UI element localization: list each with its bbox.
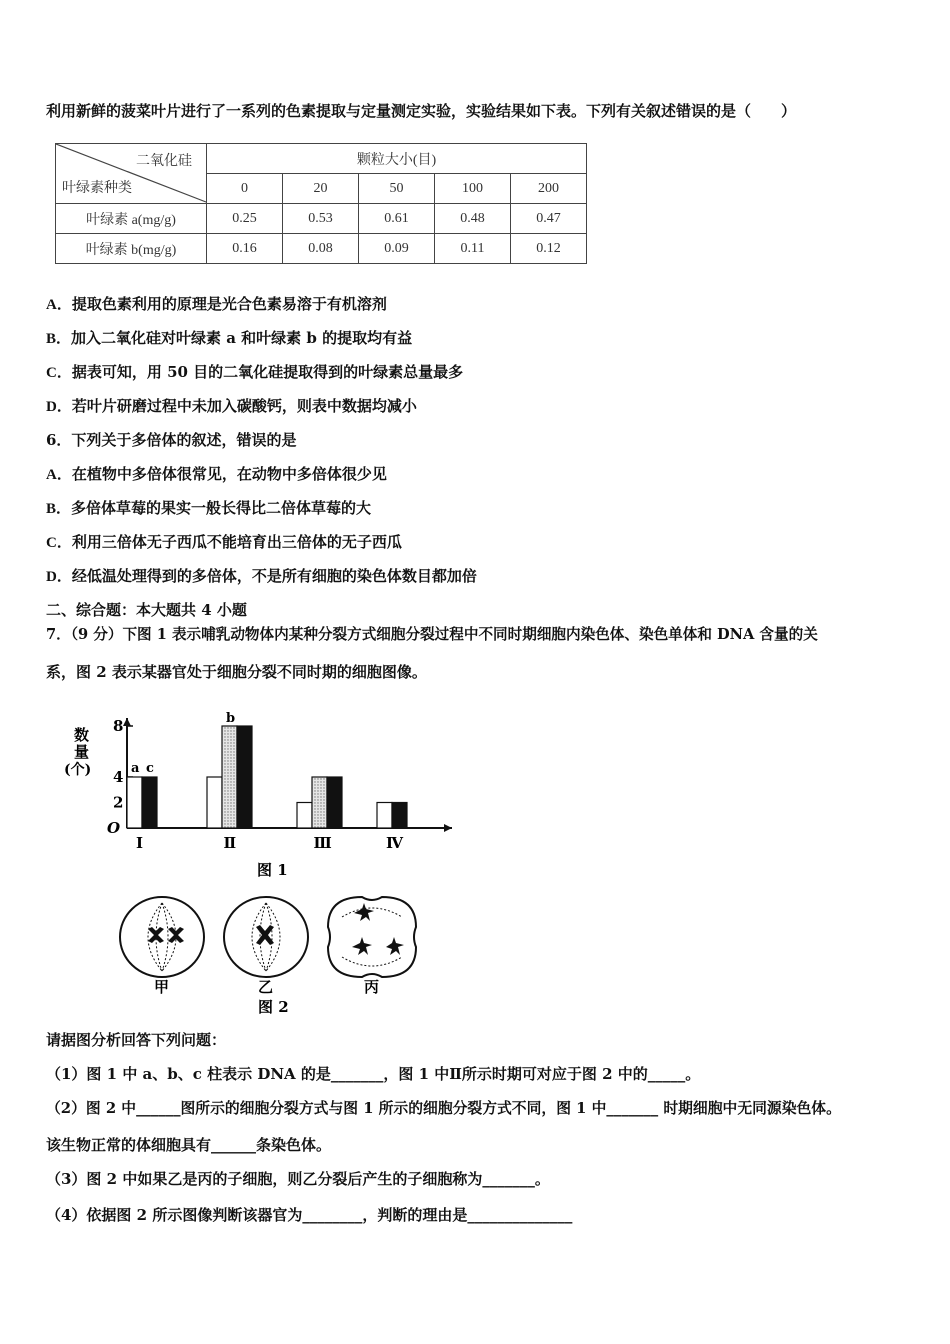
- cell-label: 丙: [364, 978, 380, 996]
- option-letter: C．: [46, 365, 72, 381]
- table-cell: 0.53: [283, 204, 359, 234]
- q5-option-c[interactable]: [46, 362, 463, 383]
- option-letter: A．: [46, 467, 72, 483]
- bar-a: [377, 803, 392, 829]
- table-cell: 0.48: [435, 204, 511, 234]
- cell-label: 甲: [154, 978, 170, 996]
- table-cell: 0.47: [511, 204, 587, 234]
- chart-plot: [107, 711, 452, 879]
- q6-option-c[interactable]: [46, 532, 402, 553]
- y-axis-arrow: [123, 718, 131, 726]
- table-cell: 0.08: [283, 234, 359, 264]
- sub-question-1: （1）图 1 中 a、b、c 柱表示 DNA 的是_______，图 1 中Ⅱ所示时期可对应于图 2 中的_____。: [46, 1065, 701, 1083]
- option-text: 提取色素利用的原理是光合色素易溶于有机溶剂: [71, 295, 387, 313]
- x-axis-arrow: [444, 824, 452, 832]
- option-letter: A．: [46, 297, 72, 313]
- y-tick-label: O: [107, 819, 121, 837]
- q7-stem-line1: 7．（9 分）下图 1 表示哺乳动物体内某种分裂方式细胞分裂过程中不同时期细胞内染色体、染色单体和 DNA 含量的关: [46, 626, 818, 643]
- x-tick-label: Ⅰ: [136, 834, 144, 852]
- option-letter: B．: [46, 331, 72, 347]
- table-cell: 0.09: [359, 234, 435, 264]
- bar-c: [142, 777, 157, 828]
- q6-option-d[interactable]: [46, 566, 477, 587]
- option-text: 多倍体草莓的果实一般长得比二倍体草莓的大: [71, 499, 372, 517]
- option-text: 加入二氧化硅对叶绿素 a 和叶绿素 b 的提取均有益: [71, 329, 413, 347]
- bar-label-a: a: [131, 761, 140, 776]
- bar-label-b: b: [226, 711, 236, 726]
- size-col: 100: [435, 174, 511, 204]
- corner-bottom-label: 叶绿素种类: [62, 181, 132, 196]
- row-label: 叶绿素 a(mg/g): [56, 204, 207, 234]
- y-tick-label: 2: [113, 793, 124, 812]
- table-cell: 0.12: [511, 234, 587, 264]
- option-letter: D．: [46, 569, 72, 585]
- bar-c: [327, 777, 342, 828]
- sub-question-2: （2）图 2 中______图所示的细胞分裂方式与图 1 所示的细胞分裂方式不同，图 1 中_______ 时期细胞中无同源染色体。: [46, 1100, 841, 1117]
- bar-c: [392, 803, 407, 829]
- y-tick-label: 4: [113, 768, 124, 786]
- option-text: 据表可知，用 50 目的二氧化硅提取得到的叶绿素总量最多: [71, 363, 464, 381]
- option-text: 若叶片研磨过程中未加入碳酸钙，则表中数据均减小: [71, 397, 417, 415]
- ylabel-line1: 数: [74, 726, 90, 744]
- table-cell: 0.61: [359, 204, 435, 234]
- option-letter: D．: [46, 399, 72, 415]
- figure-area: [62, 700, 462, 1020]
- q6-option-a[interactable]: [46, 464, 387, 485]
- q5-option-b[interactable]: [46, 328, 412, 349]
- cell-jia: [120, 897, 204, 977]
- size-col: 200: [511, 174, 587, 204]
- prompt-text: 请据图分析回答下列问题：: [46, 1031, 227, 1049]
- y-tick-label: 8: [113, 717, 124, 735]
- q6-stem: 6．下列关于多倍体的叙述，错误的是: [46, 431, 297, 449]
- q7-stem-line2: 系，图 2 表示某器官处于细胞分裂不同时期的细胞图像。: [46, 663, 427, 681]
- q6-option-b[interactable]: [46, 498, 371, 519]
- table-cell: 0.11: [435, 234, 511, 264]
- x-tick-label: Ⅳ: [386, 834, 404, 852]
- fig2-caption: 图 2: [258, 998, 289, 1016]
- option-letter: C．: [46, 535, 72, 551]
- bar-c: [237, 726, 252, 828]
- bar-label-c: c: [146, 761, 154, 776]
- size-header: 颗粒大小(目): [207, 144, 587, 174]
- chart-title: 图 1: [257, 861, 288, 879]
- table-cell: 0.16: [207, 234, 283, 264]
- q5-stem: 利用新鲜的菠菜叶片进行了一系列的色素提取与定量测定实验，实验结果如下表。下列有关叙述错误的是（ ）: [46, 102, 797, 120]
- bar-a: [207, 777, 222, 828]
- ylabel-line2: 量: [74, 743, 90, 761]
- option-text: 在植物中多倍体很常见，在动物中多倍体很少见: [71, 465, 387, 483]
- sub-question-2-cont: 该生物正常的体细胞具有______条染色体。: [46, 1136, 332, 1154]
- size-col: 50: [359, 174, 435, 204]
- cell-label: 乙: [258, 978, 274, 996]
- section-heading: 二、综合题：本大题共 4 小题: [46, 601, 247, 619]
- pigment-table: [55, 143, 587, 264]
- sub-question-4: （4）依据图 2 所示图像判断该器官为________，判断的理由是______________: [46, 1206, 573, 1224]
- x-tick-label: Ⅲ: [313, 834, 332, 852]
- size-col: 0: [207, 174, 283, 204]
- q5-option-d[interactable]: [46, 396, 417, 417]
- bar-b: [222, 726, 237, 828]
- cell-bing: [328, 897, 416, 977]
- q5-option-a[interactable]: [46, 294, 387, 315]
- row-label: 叶绿素 b(mg/g): [56, 234, 207, 264]
- x-tick-label: Ⅱ: [223, 834, 237, 852]
- table-row: [56, 234, 587, 264]
- option-text: 经低温处理得到的多倍体，不是所有细胞的染色体数目都加倍: [71, 567, 477, 585]
- table-cell: 0.25: [207, 204, 283, 234]
- size-col: 20: [283, 174, 359, 204]
- option-text: 利用三倍体无子西瓜不能培育出三倍体的无子西瓜: [71, 533, 402, 551]
- sub-question-3: （3）图 2 中如果乙是丙的子细胞，则乙分裂后产生的子细胞称为_______。: [46, 1170, 550, 1188]
- table-row: [56, 204, 587, 234]
- cell-yi: [224, 897, 308, 977]
- option-letter: B．: [46, 501, 72, 517]
- ylabel-line3: (个): [64, 762, 92, 778]
- bar-b: [312, 777, 327, 828]
- table-corner-cell: [56, 144, 207, 204]
- bar-a: [297, 803, 312, 829]
- corner-top-label: 二氧化硅: [136, 154, 192, 169]
- bar-a: [127, 777, 142, 828]
